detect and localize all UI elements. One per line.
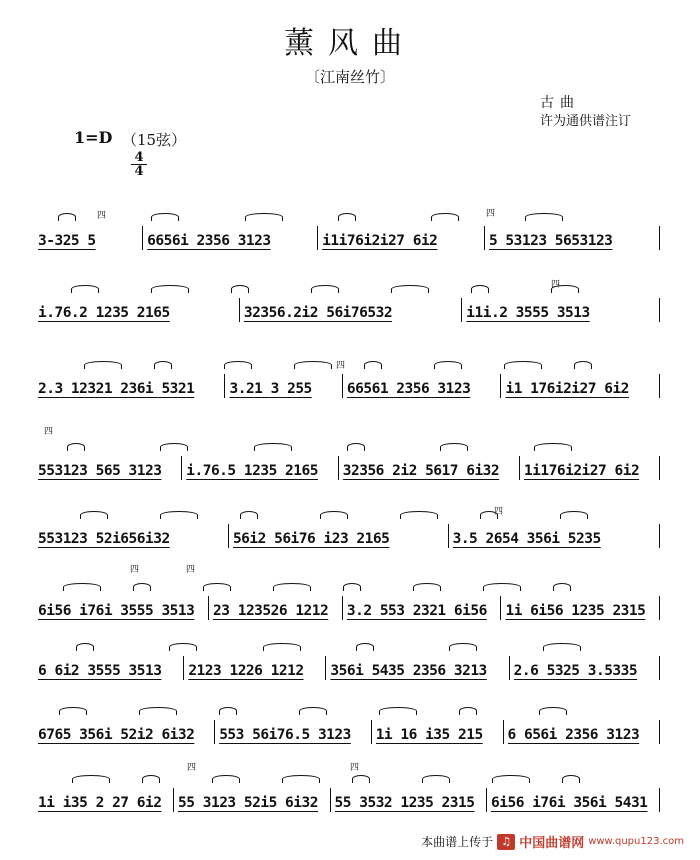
bar-line: [208, 596, 209, 620]
bar-line: [500, 374, 501, 398]
measure: i.76.2 1235 2165: [38, 305, 170, 321]
slur-mark: [483, 583, 521, 591]
bar-line: [461, 298, 462, 322]
score-system: [38, 784, 664, 812]
slur-mark: [240, 511, 258, 519]
bar-line: [659, 226, 660, 250]
slur-row: [38, 352, 664, 370]
score-system: [38, 520, 664, 548]
slur-mark: [413, 583, 441, 591]
slur-mark: [320, 511, 348, 519]
slur-mark: [534, 443, 572, 451]
string-mark: 四: [187, 763, 197, 773]
slur-row: [38, 434, 664, 452]
slur-mark: [282, 775, 320, 783]
slur-mark: [263, 643, 301, 651]
bar-line: [224, 374, 225, 398]
slur-mark: [245, 213, 283, 221]
slur-mark: [539, 707, 567, 715]
bar-line: [228, 524, 229, 548]
credit-origin: 古曲: [540, 95, 580, 111]
song-title: 薰风曲: [284, 26, 416, 61]
score-system: [38, 370, 664, 398]
measure: 3.2 553 2321 6i56: [346, 603, 487, 619]
measure: 6765 356i 52i2 6i32: [38, 727, 195, 743]
measure: 3.21 3 255: [229, 381, 312, 397]
measure: 1i i35 2 27 6i2: [38, 795, 162, 811]
score-system: [38, 652, 664, 680]
measure: 3.5 2654 356i 5235: [452, 531, 601, 547]
slur-mark: [273, 583, 311, 591]
slur-mark: [504, 361, 542, 369]
measure: i1 176i2i27 6i2: [505, 381, 629, 397]
slur-mark: [492, 775, 530, 783]
slur-mark: [80, 511, 108, 519]
slur-mark: [254, 443, 292, 451]
measure: i1i76i2i27 6i2: [322, 233, 438, 249]
string-mark: 四: [486, 209, 496, 219]
slur-mark: [219, 707, 237, 715]
measure: 5 53123 5653123: [488, 233, 613, 249]
measure: 1i 6i56 1235 2315: [505, 603, 646, 619]
bar-line: [659, 788, 660, 812]
measure: 6i56 i76i 3555 3513: [38, 603, 195, 619]
string-mark: 四: [186, 565, 196, 575]
measure: 6656i 2356 3123: [147, 233, 271, 249]
slur-mark: [459, 707, 477, 715]
slur-mark: [347, 443, 365, 451]
measure: 553123 565 3123: [38, 463, 162, 479]
slur-mark: [434, 361, 462, 369]
bar-line: [214, 720, 215, 744]
time-signature-top: 4: [131, 151, 147, 165]
string-mark: 四: [494, 507, 504, 517]
bar-line: [342, 374, 343, 398]
bar-line: [500, 596, 501, 620]
slur-mark: [311, 285, 339, 293]
slur-mark: [72, 775, 110, 783]
genre-subtitle: 〔江南丝竹〕: [304, 68, 395, 86]
slur-mark: [58, 213, 76, 221]
measure: 32356.2i2 56i76532: [243, 305, 393, 321]
slur-mark: [160, 443, 188, 451]
slur-mark: [400, 511, 438, 519]
slur-mark: [151, 285, 189, 293]
score-system: [38, 716, 664, 744]
measure: 3-325 5: [38, 233, 96, 249]
slur-mark: [294, 361, 332, 369]
slur-mark: [440, 443, 468, 451]
bar-line: [659, 524, 660, 548]
slur-mark: [299, 707, 327, 715]
measure: 2.3 12321 236i 5321: [38, 381, 195, 397]
slur-mark: [431, 213, 459, 221]
score-system: [38, 294, 664, 322]
slur-mark: [76, 643, 94, 651]
string-mark: 四: [350, 763, 360, 773]
measure: 2.6 5325 3.5335: [513, 663, 638, 679]
bar-line: [338, 456, 339, 480]
slur-mark: [133, 583, 151, 591]
bar-line: [325, 656, 326, 680]
slur-mark: [338, 213, 356, 221]
score-system: [38, 222, 664, 250]
string-mark: 四: [130, 565, 140, 575]
slur-mark: [379, 707, 417, 715]
string-mark: 四: [551, 280, 561, 290]
slur-mark: [151, 213, 179, 221]
bar-line: [519, 456, 520, 480]
measure: i.76.5 1235 2165: [186, 463, 318, 479]
measure: 23 123526 1212: [213, 603, 329, 619]
time-signature: [131, 151, 147, 178]
measure: i1i.2 3555 3513: [466, 305, 590, 321]
slur-mark: [63, 583, 101, 591]
bar-line: [371, 720, 372, 744]
slur-mark: [203, 583, 231, 591]
measure: 55 3532 1235 2315: [334, 795, 475, 811]
string-mark: 四: [44, 427, 54, 437]
slur-mark: [356, 643, 374, 651]
slur-mark: [139, 707, 177, 715]
logo-text: 中国曲谱网: [519, 836, 585, 851]
slur-mark: [525, 213, 563, 221]
bar-line: [181, 456, 182, 480]
slur-mark: [391, 285, 429, 293]
slur-mark: [169, 643, 197, 651]
bar-line: [330, 788, 331, 812]
slur-mark: [231, 285, 249, 293]
slur-row: [38, 574, 664, 592]
slur-mark: [553, 583, 571, 591]
measure: 6i56 i76i 356i 5431: [491, 795, 648, 811]
footer-text: 本曲谱上传于: [421, 835, 494, 849]
bar-line: [448, 524, 449, 548]
logo-icon: ♫: [497, 834, 515, 850]
bar-line: [659, 656, 660, 680]
slur-mark: [574, 361, 592, 369]
slur-row: [38, 698, 664, 716]
bar-line: [659, 456, 660, 480]
measure: 1i176i2i27 6i2: [523, 463, 640, 479]
string-mark: 四: [97, 211, 107, 221]
bar-line: [486, 788, 487, 812]
slur-mark: [364, 361, 382, 369]
measure: 66561 2356 3123: [346, 381, 471, 397]
slur-mark: [154, 361, 172, 369]
slur-mark: [212, 775, 240, 783]
slur-mark: [343, 583, 361, 591]
slur-mark: [59, 707, 87, 715]
logo-url: www.qupu123.com: [588, 836, 684, 847]
measure: 1i 16 i35 215: [375, 727, 483, 743]
bar-line: [503, 720, 504, 744]
bar-line: [173, 788, 174, 812]
measure: 32356 2i2 5617 6i32: [342, 463, 500, 479]
slur-mark: [543, 643, 581, 651]
measure: 356i 5435 2356 3213: [330, 663, 487, 679]
measure: 56i2 56i76 i23 2165: [232, 531, 390, 547]
bar-line: [239, 298, 240, 322]
measure: 55 3123 52i5 6i32: [178, 795, 318, 811]
slur-row: [38, 634, 664, 652]
slur-row: [38, 276, 664, 294]
slur-mark: [471, 285, 489, 293]
bar-line: [659, 374, 660, 398]
slur-row: [38, 502, 664, 520]
string-count: （15弦）: [122, 131, 187, 149]
slur-mark: [352, 775, 370, 783]
bar-line: [659, 720, 660, 744]
bar-line: [342, 596, 343, 620]
slur-mark: [67, 443, 85, 451]
slur-mark: [160, 511, 198, 519]
measure: 6 656i 2356 3123: [507, 727, 640, 743]
slur-mark: [142, 775, 160, 783]
bar-line: [142, 226, 143, 250]
bar-line: [509, 656, 510, 680]
bar-line: [484, 226, 485, 250]
footer: [421, 832, 684, 851]
credit-editor: 许为通供谱注订: [540, 114, 632, 129]
slur-mark: [562, 775, 580, 783]
time-signature-bottom: 4: [134, 164, 144, 179]
slur-mark: [422, 775, 450, 783]
slur-mark: [84, 361, 122, 369]
measure: 553123 52i656i32: [38, 531, 170, 547]
score-system: [38, 592, 664, 620]
bar-line: [659, 596, 660, 620]
measure: 6 6i2 3555 3513: [38, 663, 162, 679]
bar-line: [183, 656, 184, 680]
slur-mark: [224, 361, 252, 369]
key-signature: 1=D: [74, 128, 113, 147]
slur-mark: [71, 285, 99, 293]
string-mark: 四: [336, 361, 346, 371]
slur-mark: [449, 643, 477, 651]
bar-line: [659, 298, 660, 322]
measure: 553 56i76.5 3123: [219, 727, 351, 743]
measure: 2123 1226 1212: [188, 663, 304, 679]
bar-line: [317, 226, 318, 250]
score-system: [38, 452, 664, 480]
slur-mark: [560, 511, 588, 519]
slur-row: [38, 204, 664, 222]
